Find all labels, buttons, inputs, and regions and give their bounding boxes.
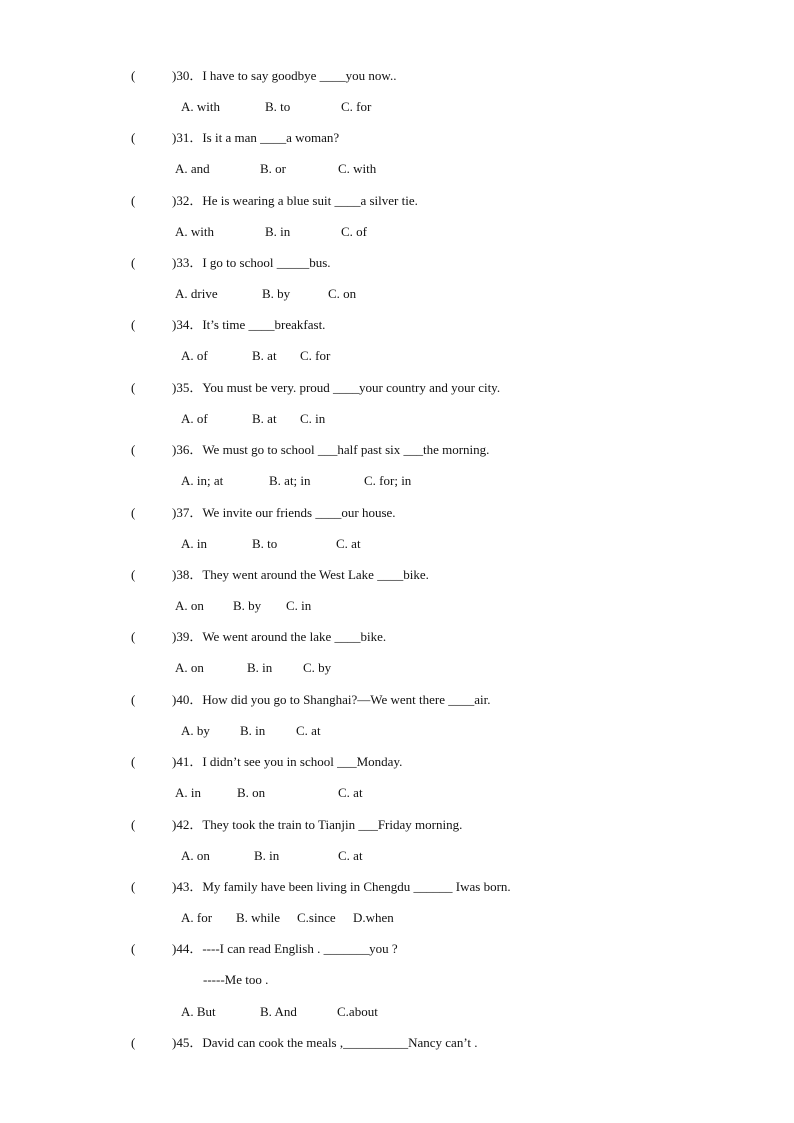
question-text: )43．My family have been living in Chengdu ______ Iwas born.	[172, 879, 511, 894]
option-b: B. in	[247, 660, 273, 675]
option-b: B. while	[236, 910, 281, 925]
option-c: C. on	[328, 286, 357, 301]
option-c: C. of	[341, 224, 367, 239]
question-text: )32．He is wearing a blue suit ____a silver tie.	[172, 193, 418, 208]
options-39	[0, 658, 794, 678]
options-43	[0, 908, 794, 928]
question-text: )33．I go to school _____bus.	[172, 255, 331, 270]
answer-paren: (	[131, 442, 136, 457]
option-b: B. by	[233, 598, 262, 613]
option-c: C. with	[338, 161, 377, 176]
option-a: A. by	[181, 723, 210, 738]
question-text: )30．I have to say goodbye ____you now..	[172, 68, 397, 83]
option-b: B. or	[260, 161, 286, 176]
options-44	[0, 1002, 794, 1022]
question-text: )38．They went around the West Lake ____bike.	[172, 567, 429, 582]
option-a: A. in	[181, 536, 207, 551]
question-text: )45．David can cook the meals ,__________Nancy can’t .	[172, 1035, 478, 1050]
option-b: B. in	[254, 848, 280, 863]
option-c: C.about	[337, 1004, 378, 1019]
option-c: C. at	[338, 785, 363, 800]
option-a: A. on	[181, 848, 210, 863]
answer-paren: (	[131, 629, 136, 644]
option-b: B. in	[240, 723, 266, 738]
question-text: )42．They took the train to Tianjin ___Friday morning.	[172, 817, 463, 832]
options-35	[0, 409, 794, 429]
options-31	[0, 159, 794, 179]
options-41	[0, 783, 794, 803]
answer-paren: (	[131, 1035, 136, 1050]
answer-paren: (	[131, 941, 136, 956]
option-c: C. at	[296, 723, 321, 738]
options-38	[0, 596, 794, 616]
options-32	[0, 222, 794, 242]
answer-paren: (	[131, 193, 136, 208]
question-text: )39．We went around the lake ____bike.	[172, 629, 387, 644]
options-30	[0, 97, 794, 117]
question-text: )40．How did you go to Shanghai?—We went there ____air.	[172, 692, 491, 707]
options-37	[0, 534, 794, 554]
option-c: C. at	[336, 536, 361, 551]
option-a: A. with	[175, 224, 214, 239]
question-text: )37．We invite our friends ____our house.	[172, 505, 396, 520]
option-a: A. with	[181, 99, 220, 114]
option-b: B. on	[237, 785, 266, 800]
answer-paren: (	[131, 380, 136, 395]
answer-paren: (	[131, 567, 136, 582]
options-34	[0, 346, 794, 366]
option-a: A. on	[175, 660, 204, 675]
answer-paren: (	[131, 317, 136, 332]
option-a: A. and	[175, 161, 210, 176]
question-text: )31．Is it a man ____a woman?	[172, 130, 340, 145]
options-40	[0, 721, 794, 741]
option-c: C. in	[286, 598, 312, 613]
answer-paren: (	[131, 754, 136, 769]
question-text: )41．I didn’t see you in school ___Monday.	[172, 754, 403, 769]
option-b: B. And	[260, 1004, 297, 1019]
question-text: )35．You must be very. proud ____your country and your city.	[172, 380, 501, 395]
option-b: B. at; in	[269, 473, 311, 488]
option-a: A. for	[181, 910, 213, 925]
answer-paren: (	[131, 692, 136, 707]
answer-paren: (	[131, 879, 136, 894]
options-36	[0, 471, 794, 491]
option-a: A. of	[181, 411, 208, 426]
answer-paren: (	[131, 130, 136, 145]
option-c: C.since	[297, 910, 336, 925]
option-a: A. But	[181, 1004, 216, 1019]
answer-paren: (	[131, 505, 136, 520]
option-c: C. for; in	[364, 473, 412, 488]
option-a: A. in; at	[181, 473, 224, 488]
option-b: B. at	[252, 348, 277, 363]
option-c: C. for	[300, 348, 331, 363]
question-text: )44．----I can read English . _______you ?	[172, 941, 398, 956]
options-33	[0, 284, 794, 304]
option-d: D.when	[353, 910, 394, 925]
question-text: )34．It’s time ____breakfast.	[172, 317, 326, 332]
answer-paren: (	[131, 68, 136, 83]
option-a: A. on	[175, 598, 204, 613]
option-c: C. at	[338, 848, 363, 863]
option-b: B. by	[262, 286, 291, 301]
option-a: A. drive	[175, 286, 218, 301]
option-a: A. of	[181, 348, 208, 363]
answer-paren: (	[131, 817, 136, 832]
question-text: )36．We must go to school ___half past six ___the morning.	[172, 442, 490, 457]
option-b: B. at	[252, 411, 277, 426]
option-a: A. in	[175, 785, 201, 800]
option-b: B. to	[265, 99, 291, 114]
option-c: C. for	[341, 99, 372, 114]
dialogue-reply: -----Me too .	[203, 972, 269, 987]
option-b: B. to	[252, 536, 278, 551]
option-b: B. in	[265, 224, 291, 239]
option-c: C. in	[300, 411, 326, 426]
option-c: C. by	[303, 660, 332, 675]
answer-paren: (	[131, 255, 136, 270]
options-42	[0, 846, 794, 866]
